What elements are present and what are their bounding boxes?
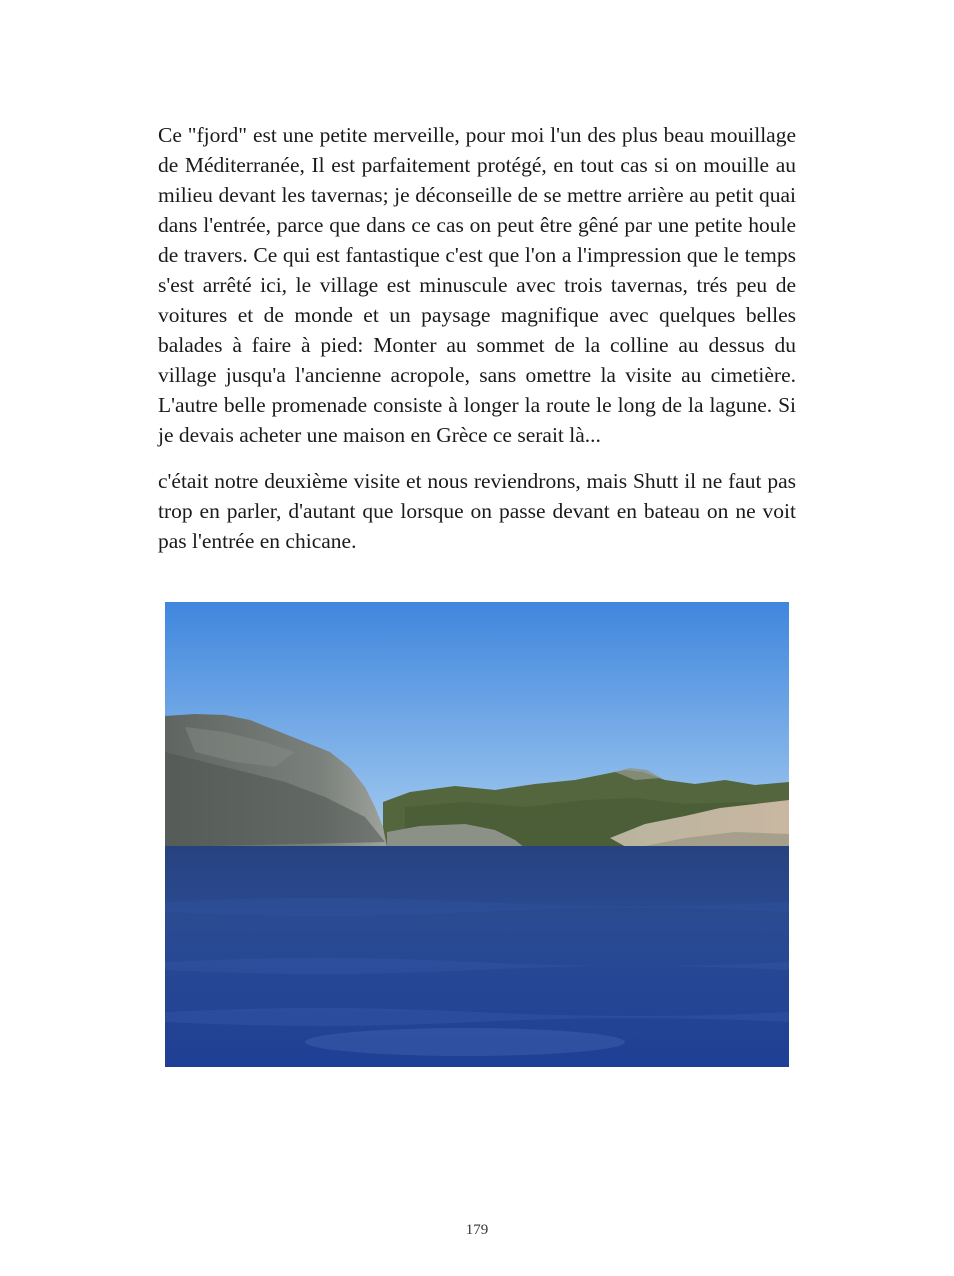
paragraph-1: Ce "fjord" est une petite merveille, pour moi l'un des plus beau mouillage de Méditerranée, Il est parfaitement protégé, en tout cas si on mouille au milieu devant les tavernas; je déconseille de se mettre arrière au petit quai dans l'entrée, parce que dans ce cas on peut être gêné par une petite houle de travers. Ce qui est fantastique c'est que l'on a l'impression que le temps s'est arrêté ici, le village est minuscule avec trois tavernas, trés peu de voitures et de monde et un paysage magnifique avec quelques belles balades à faire à pied: Monter au sommet de la colline au dessus du village jusqu'a l'ancienne acropole, sans omettre la visite au cimetière. L'autre belle promenade consiste à longer la route le long de la lagune. Si je devais acheter une maison en Grèce ce serait là... [158,123,796,447]
body-text [158,120,796,572]
fjord-photo [165,602,789,1067]
paragraph-2: c'était notre deuxième visite et nous reviendrons, mais Shutt il ne faut pas trop en parler, d'autant que lorsque on passe devant en bateau on ne voit pas l'entrée en chicane. [158,469,796,553]
page-number: 179 [465,1222,489,1238]
